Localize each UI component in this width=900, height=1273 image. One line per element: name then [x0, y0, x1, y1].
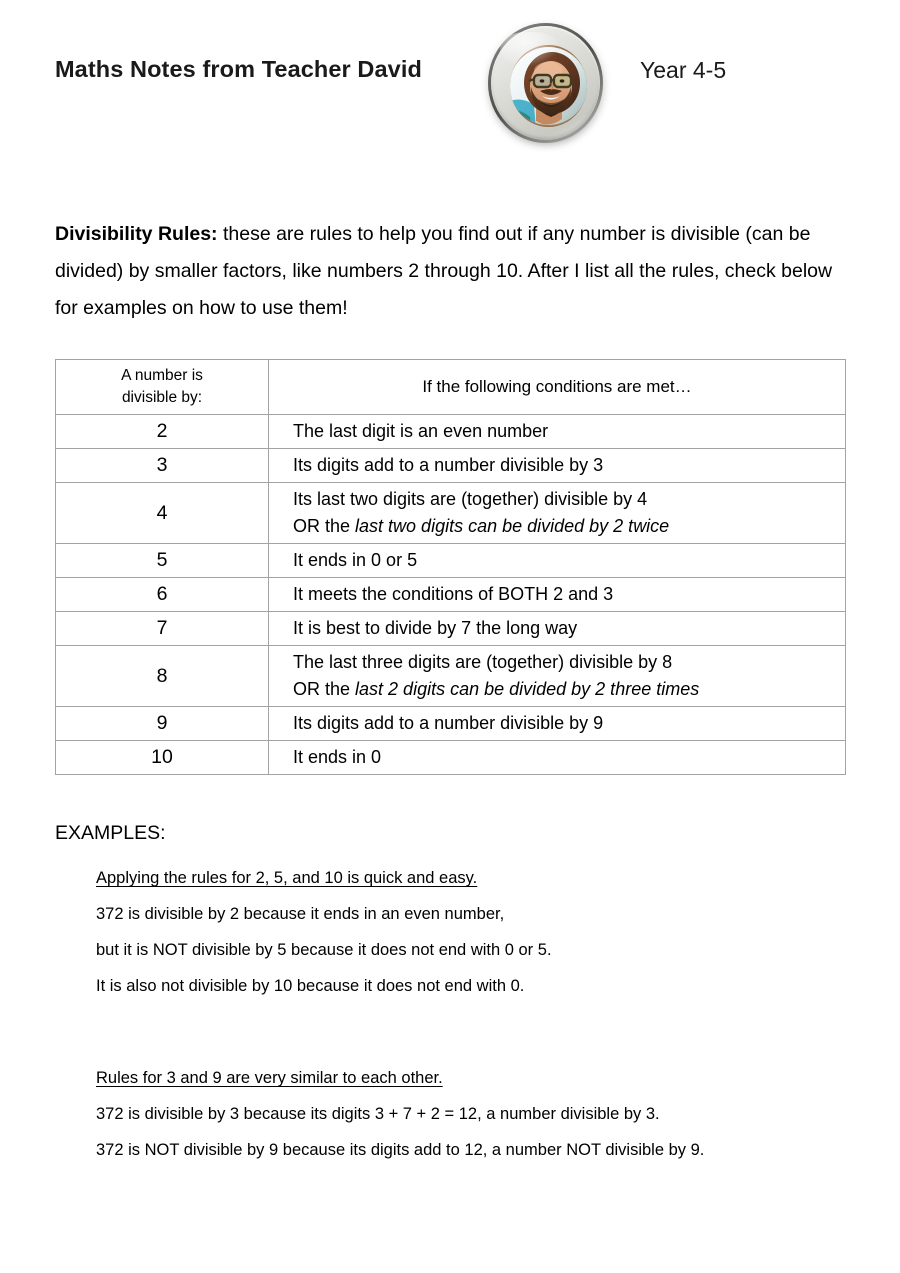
condition-cell	[269, 612, 846, 646]
page-title: Maths Notes from Teacher David	[55, 56, 422, 82]
table-body	[56, 415, 846, 775]
examples-heading: EXAMPLES:	[55, 822, 166, 844]
divisor-cell: 2	[56, 415, 269, 449]
condition-cell	[269, 415, 846, 449]
examples-group-2	[96, 1069, 704, 1160]
table-header-row	[56, 360, 846, 415]
table-row	[56, 646, 846, 707]
condition-line-1: It meets the conditions of BOTH 2 and 3	[293, 584, 614, 604]
table-row	[56, 449, 846, 483]
condition-cell	[269, 741, 846, 775]
teacher-photo-icon	[510, 45, 587, 127]
example-subheading: Applying the rules for 2, 5, and 10 is quick and easy.	[96, 869, 478, 887]
condition-line-2-italic: last 2 digits can be divided by 2 three times	[355, 679, 700, 699]
divisor-cell: 6	[56, 578, 269, 612]
intro-paragraph	[55, 216, 855, 327]
condition-line-2-plain: OR the	[293, 679, 356, 699]
year-level-label: Year 4-5	[640, 57, 727, 83]
condition-line-1: The last digit is an even number	[293, 421, 549, 441]
divisor-cell: 5	[56, 544, 269, 578]
divisor-cell: 7	[56, 612, 269, 646]
intro-label: Divisibility Rules:	[55, 222, 218, 245]
condition-line-1: It ends in 0 or 5	[293, 550, 418, 570]
divisor-cell: 9	[56, 707, 269, 741]
divisor-cell: 10	[56, 741, 269, 775]
condition-cell	[269, 578, 846, 612]
table-row	[56, 707, 846, 741]
condition-cell	[269, 707, 846, 741]
condition-line-1: It is best to divide by 7 the long way	[293, 618, 578, 638]
divisibility-rules-table	[55, 359, 846, 775]
condition-line-1: Its digits add to a number divisible by 3	[293, 455, 604, 475]
condition-cell	[269, 449, 846, 483]
table-row	[56, 578, 846, 612]
avatar-outer-rim	[488, 23, 603, 143]
example-line: 372 is divisible by 3 because its digits 3 + 7 + 2 = 12, a number divisible by 3.	[96, 1105, 660, 1123]
example-subheading: Rules for 3 and 9 are very similar to each other.	[96, 1069, 443, 1087]
example-line: but it is NOT divisible by 5 because it does not end with 0 or 5.	[96, 941, 552, 959]
condition-line-1: It ends in 0	[293, 747, 382, 767]
header-line-1: A number is	[121, 367, 203, 384]
table-header-divisible-by	[56, 360, 269, 415]
divisor-cell: 8	[56, 646, 269, 707]
avatar-bevel-ring	[491, 26, 600, 140]
condition-line-1: The last three digits are (together) divisible by 8	[293, 652, 673, 672]
condition-line-1: Its last two digits are (together) divisible by 4	[293, 489, 648, 509]
header-line-2: divisible by:	[121, 389, 203, 406]
condition-line-2-plain: OR the	[293, 516, 356, 536]
condition-line-2	[293, 513, 845, 540]
table-row	[56, 483, 846, 544]
table-header-conditions: If the following conditions are met…	[269, 360, 846, 415]
table-row	[56, 612, 846, 646]
examples-group-1	[96, 869, 552, 996]
table-row	[56, 415, 846, 449]
document-header	[0, 0, 900, 170]
intro-body: these are rules to help you find out if any number is divisible (can be divided) by smaller factors, like numbers 2 through 10. After I list all the rules, check below for examples on how to use them!	[55, 222, 833, 319]
example-line: It is also not divisible by 10 because it does not end with 0.	[96, 977, 525, 995]
condition-cell	[269, 646, 846, 707]
condition-line-1: Its digits add to a number divisible by 9	[293, 713, 604, 733]
example-line: 372 is NOT divisible by 9 because its digits add to 12, a number NOT divisible by 9.	[96, 1141, 705, 1159]
table-row	[56, 741, 846, 775]
divisor-cell: 4	[56, 483, 269, 544]
divisor-cell: 3	[56, 449, 269, 483]
avatar	[482, 17, 610, 151]
condition-cell	[269, 544, 846, 578]
example-line: 372 is divisible by 2 because it ends in an even number,	[96, 905, 505, 923]
condition-line-2	[293, 676, 845, 703]
condition-cell	[269, 483, 846, 544]
table-row	[56, 544, 846, 578]
condition-line-2-italic: last two digits can be divided by 2 twice	[355, 516, 670, 536]
